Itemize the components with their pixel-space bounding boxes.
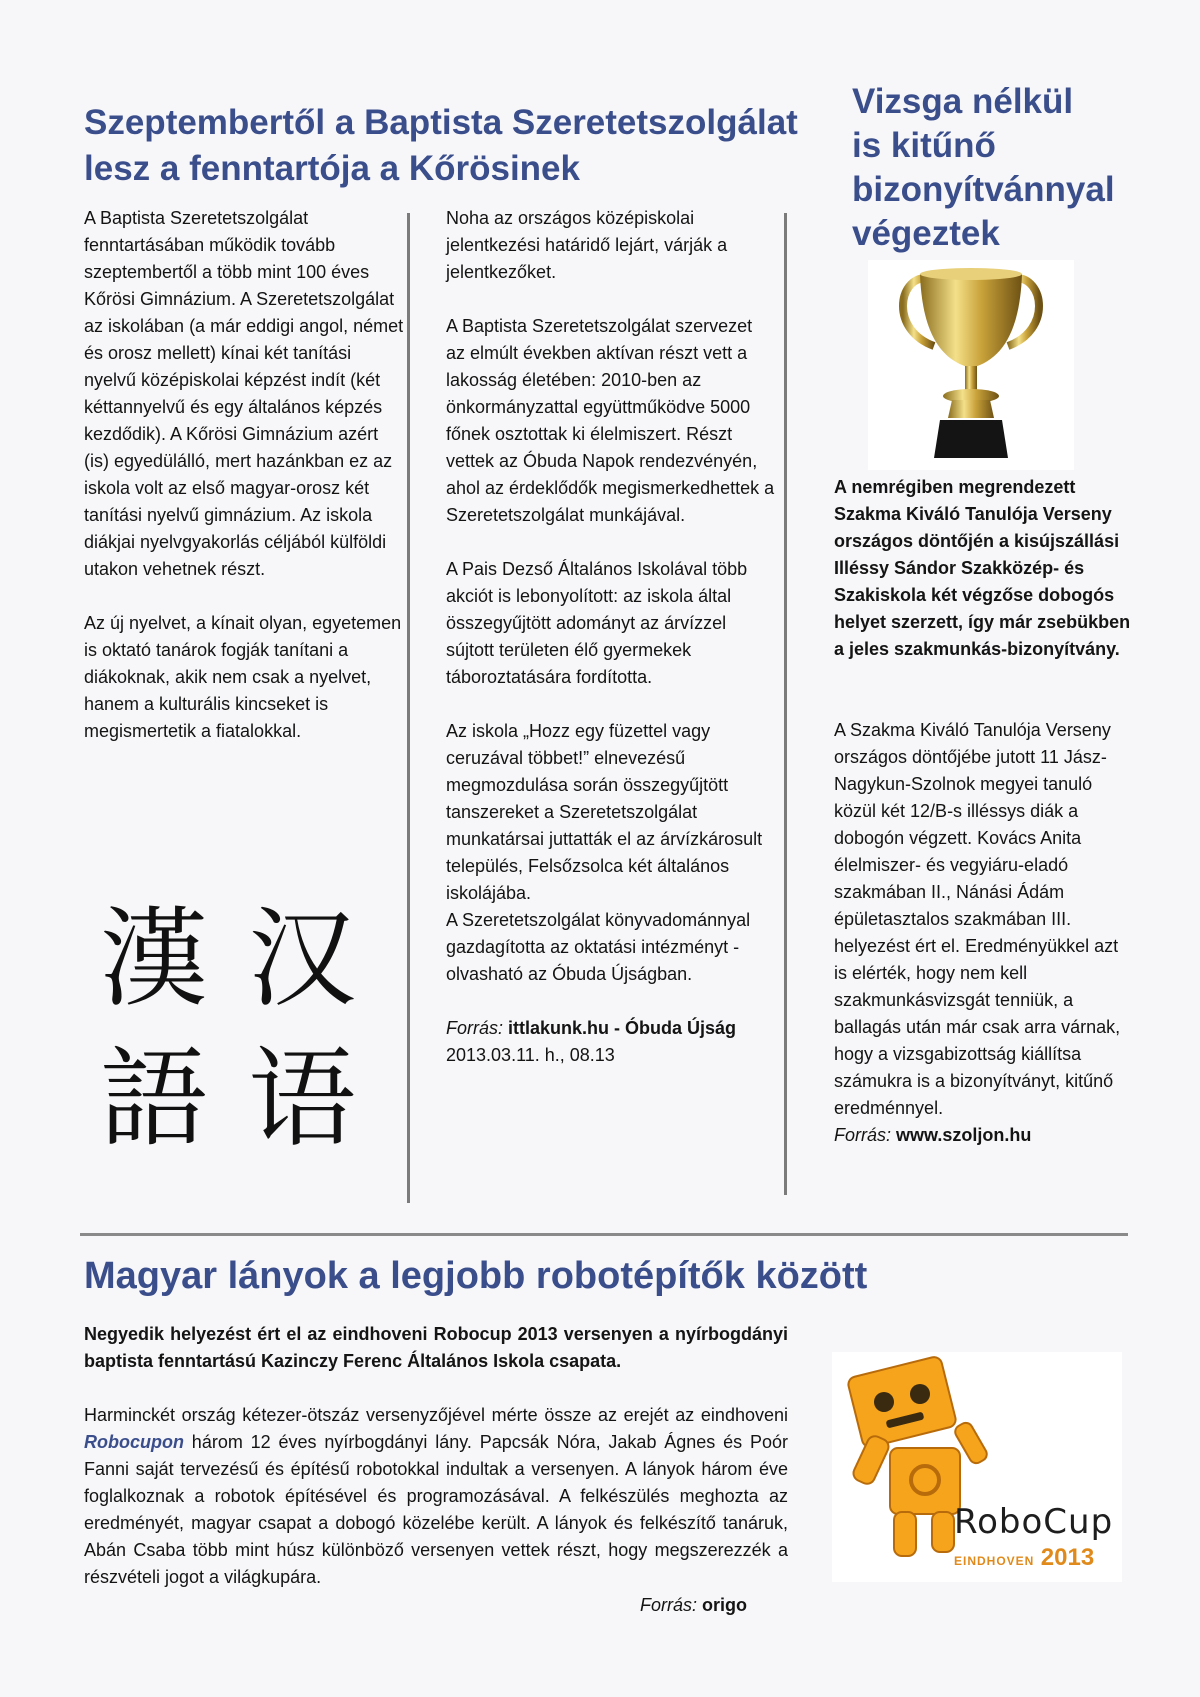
section-separator [80,1233,1128,1236]
source-label: Forrás: [640,1595,698,1615]
source-name: www.szoljon.hu [896,1125,1032,1145]
article2-paragraph: A Szakma Kiváló Tanulója Verseny országos döntőjébe jutott 11 Jász-Nagykun-Szolnok megyei tanuló közül két 12/B-s illéssys diák a dobogón végzett. Kovács Anita élelmiszer- és vegyiáru-eladó szakmában II., Nánási Ádám épületasztalos szakmában III. helyezést ért el. Eredményükkel azt is elérték, hogy nem kell szakmunkásvizsgát tenniük, a ballagás után már csak arra várnak, hogy a vizsgabizottság kiállítsa számukra is a bizonyítványt, kitűnő eredménnyel. [834,720,1121,1118]
article1-column-2 [446,205,776,1069]
article2-body [834,717,1124,1149]
article2-lead: A nemrégiben megrendezett Szakma Kiváló Tanulója Verseny országos döntőjén a kisújszállási Illéssy Sándor Szakközép- és Szakiskola két végzőse dobogós helyet szerzett, így már zsebükben a jeles szakmunkás-bizonyítvány. [834,477,1131,659]
source-label: Forrás: [834,1125,892,1145]
source-label: Forrás: [446,1018,504,1038]
source-name: ittlakunk.hu - Óbuda Újság [508,1018,737,1038]
robocup-link[interactable]: Robocupon [84,1432,184,1452]
article3-source [640,1592,800,1619]
robocup-logo-year: 2013 [1040,1544,1095,1571]
article1-paragraph: Az új nyelvet, a kínait olyan, egyetemen is oktató tanárok fogják tanítani a diákoknak, akik nem csak a nyelvet, hanem a kulturális kincseket is megismertetik a fiatalokkal. [84,613,402,741]
article1-column-1 [84,205,404,772]
article1-source [446,1015,776,1069]
article3-text: három 12 éves nyírbogdányi lány. Papcsák Nóra, Jakab Ágnes és Poór Fanni saját tervezésű és építésű robotokkal indultak a versenyen. A lányok három éve foglalkoznak a robotok építésével és programozásával. A felkészülés meghozta az eredményét, magyar csapat a dobogó közelébe került. A lányok és felkészítő tanáruk, Abán Csaba több mint húsz különböző versenyen vettek részt, hogy megszerezzék a részvételi jogot a világkupára. [84,1432,788,1587]
article1-title: Szeptembertől a Baptista Szeretetszolgálat lesz a fenntartója a Kőrösinek [84,103,798,188]
article1-paragraph: A Baptista Szeretetszolgálat fenntartásában működik tovább szeptembertől a több mint 100 éves Kőrösi Gimnázium. A Szeretetszolgálat az iskolában (a már eddigi angol, német és orosz mellett) kínai két tanítási nyelvű középiskolai képzést indít (két kéttannyelvű és egy általános képzés kezdődik). A Kőrösi Gimnázium azért (is) egyedülálló, mert hazánkban ez az iskola volt az első magyar-orosz két tanítási nyelvű gimnázium. Az iskola diákjai nyelvgyakorlás céljából külföldi utakon vehetnek részt. [84,208,404,579]
trophy-icon [868,260,1074,470]
chinese-characters-row: 語语 [100,1037,397,1162]
source-date: 2013.03.11. h., 08.13 [446,1045,615,1065]
article1-paragraph: A Pais Dezső Általános Iskolával több akciót is lebonyolított: az iskola által összegyűjtött adományt az árvízzel sújtott területen élő gyermekek táboroztatására fordította. [446,559,748,687]
column-divider [407,213,410,1203]
article2-title: Vizsga nélkül is kitűnő bizonyítvánnyal végeztek [852,82,1115,253]
column-divider [784,213,787,1195]
robocup-logo-text: RoboCup [954,1502,1114,1542]
robocup-logo-subtitle [954,1544,1094,1572]
chinese-characters [100,890,400,1170]
article3-lead: Negyedik helyezést ért el az eindhoveni Robocup 2013 versenyen a nyírbogdányi baptista fenntartású Kazinczy Ferenc Általános Iskola csapata. [84,1324,788,1371]
article1-paragraph: A Szeretetszolgálat könyvadománnyal gazdagította az oktatási intézményt - olvasható az Óbuda Újságban. [446,910,751,984]
article1-paragraph: Noha az országos középiskolai jelentkezési határidő lejárt, várják a jelentkezőket. [446,208,728,282]
robocup-logo-city: EINDHOVEN [954,1554,1035,1568]
chinese-characters-row: 漢汉 [100,897,397,1022]
article2-source [834,1122,1124,1149]
robocup-logo [832,1352,1122,1582]
article3-body [84,1402,788,1591]
article3-text: Harminckét ország kétezer-ötszáz versenyzőjével mérte össze az erejét az eindhoveni [84,1405,788,1425]
source-name: origo [702,1595,748,1615]
trophy-image [868,260,1074,470]
article1-paragraph: A Baptista Szeretetszolgálat szervezet az elmúlt években aktívan részt vett a lakosság életében: 2010-ben az önkormányzattal együttműködve 5000 főnek osztottak ki élelmiszert. Részt vettek az Óbuda Napok rendezvényén, ahol az érdeklődők megismerkedhettek a Szeretetszolgálat munkájával. [446,316,775,525]
article3-title: Magyar lányok a legjobb robotépítők között [84,1255,868,1297]
article1-paragraph: Az iskola „Hozz egy füzettel vagy ceruzával többet!” elnevezésű megmozdulása során összegyűjtött tanszereket a Szeretetszolgálat munkatársai juttatták el az árvízkárosult település, Felsőzsolca két általános iskolájába. [446,721,763,903]
